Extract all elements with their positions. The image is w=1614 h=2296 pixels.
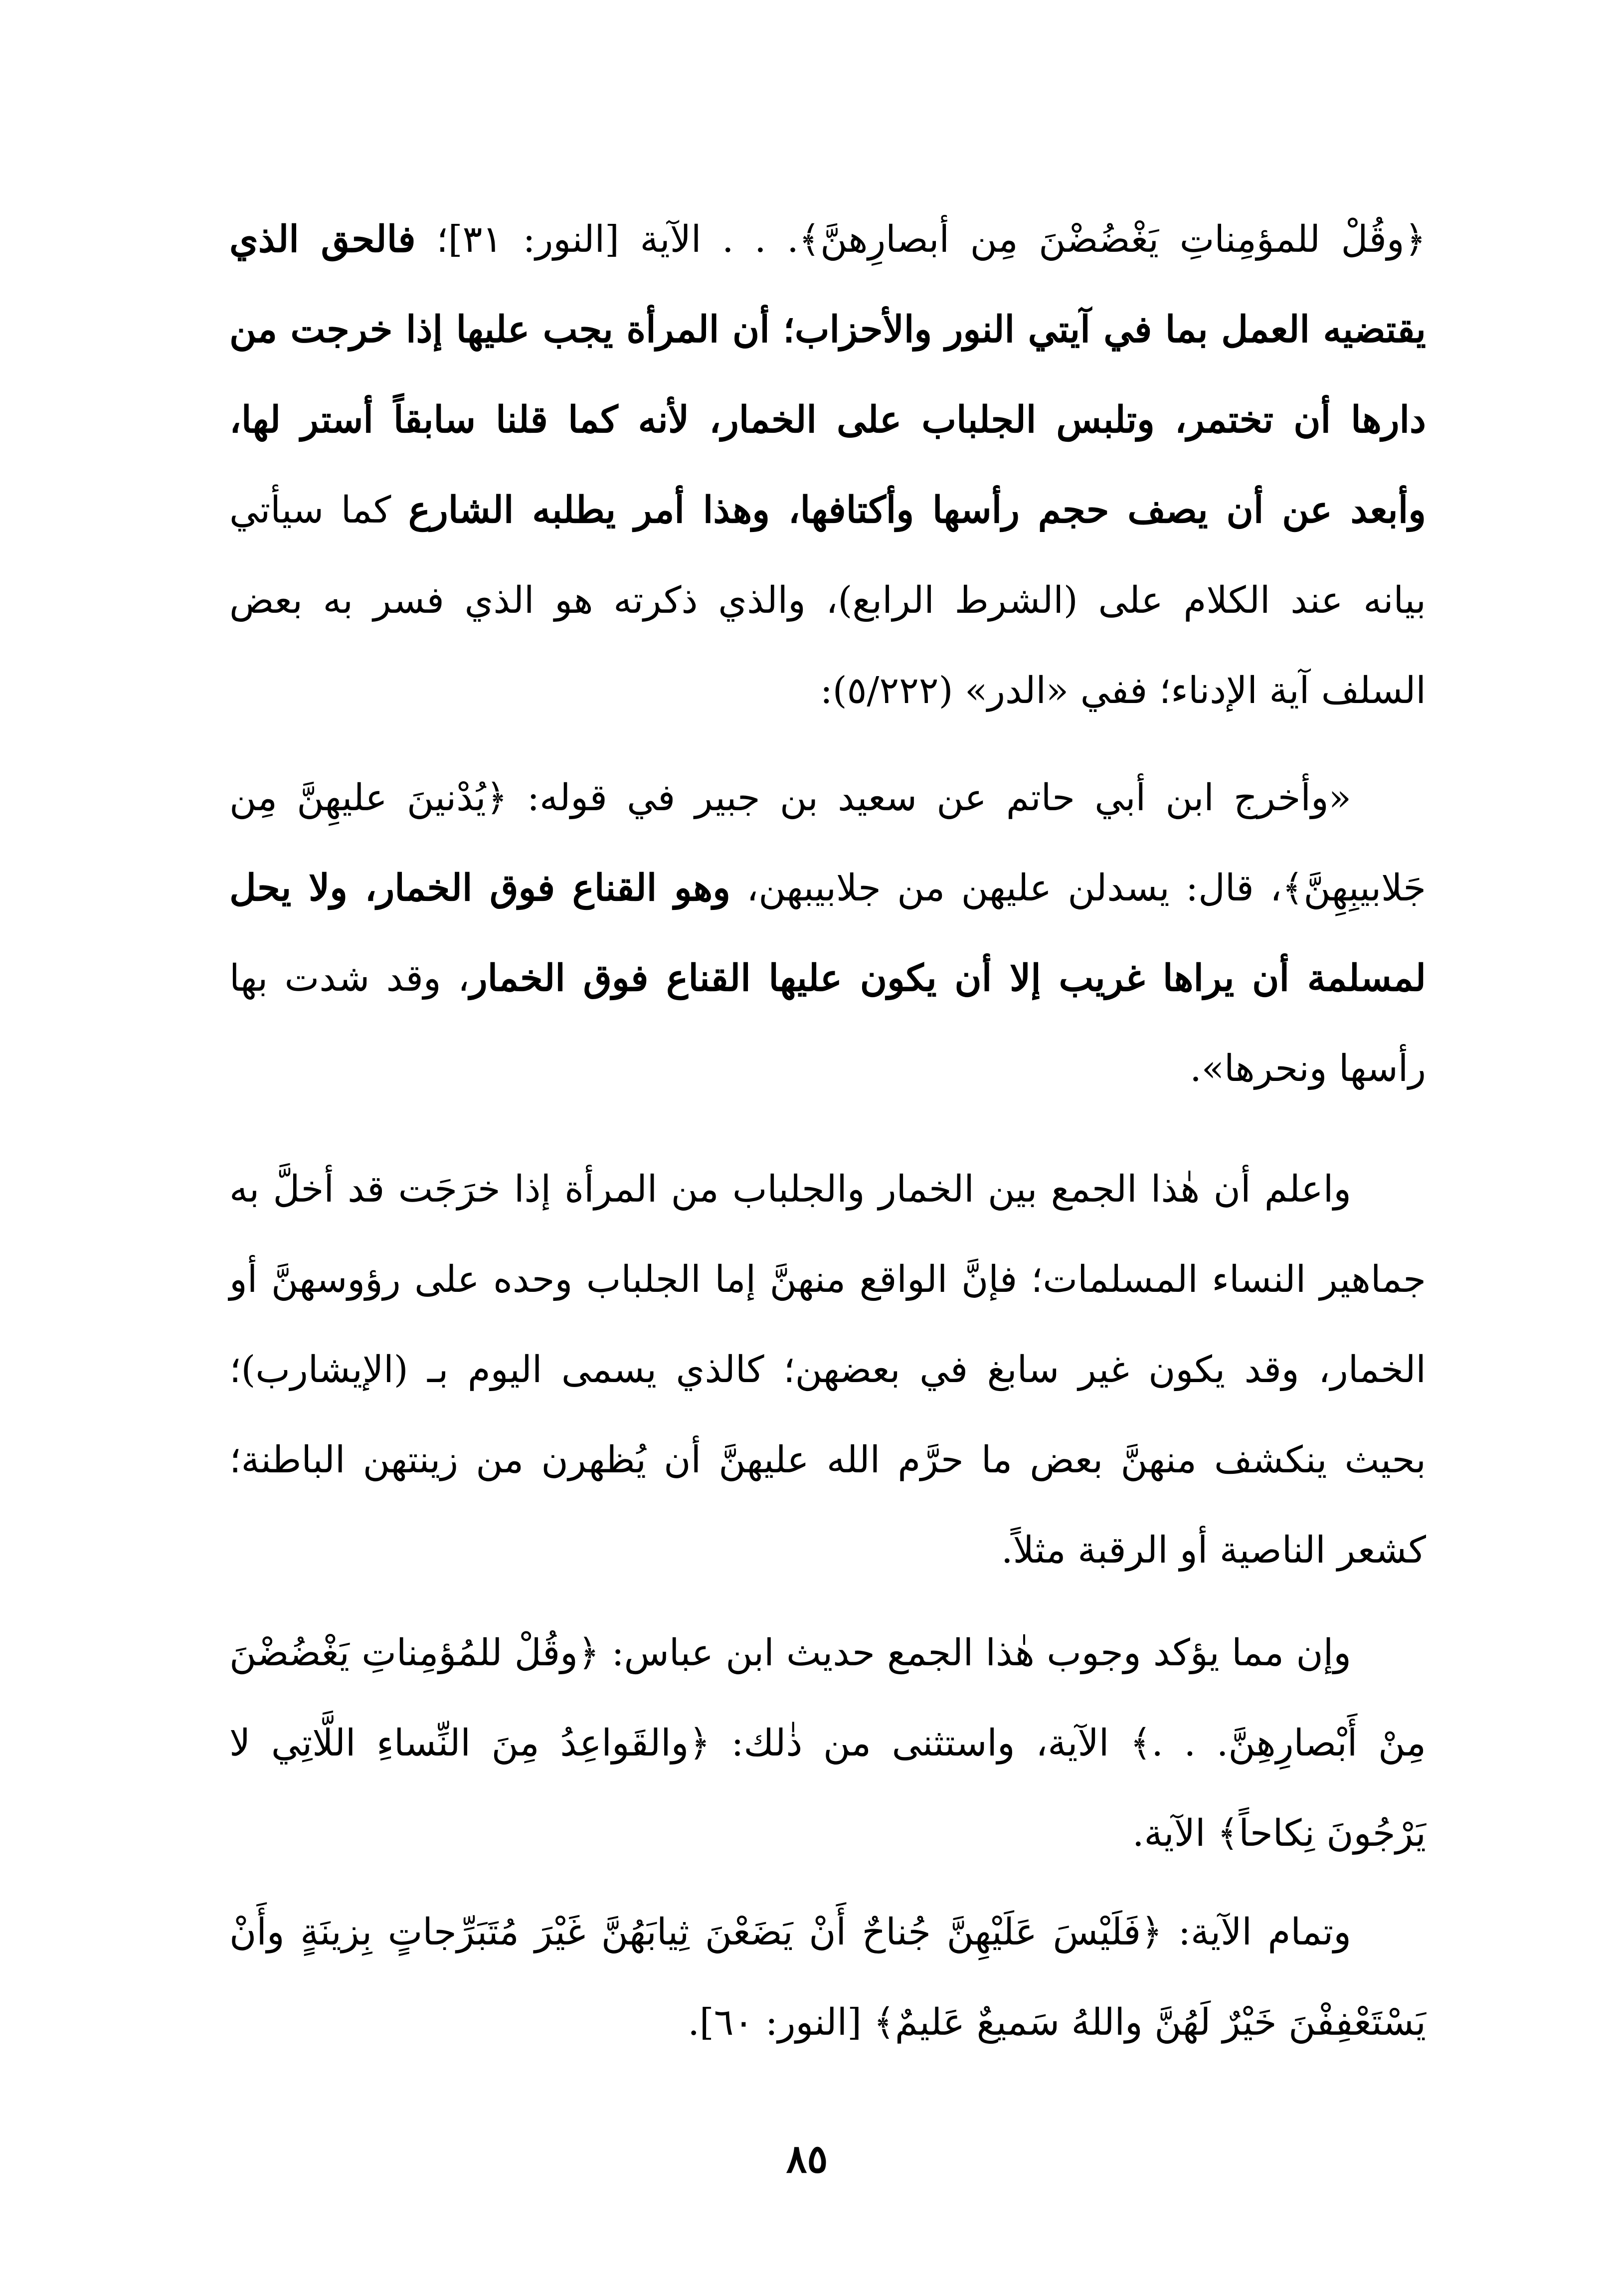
text-span: وإن مما يؤكد وجوب هٰذا الجمع حديث ابن عباس: ﴿وقُلْ للمُؤمِناتِ يَغْضُضْنَ مِنْ أَبْصارِهِنَّ. . .﴾ الآية، واستثنى من ذٰلك: ﴿والقَواعِدُ مِنَ النِّساءِ اللَّاتِي لا يَرْجُونَ نِكاحاً﴾ الآية. [229,1631,1426,1855]
text-span: واعلم أن هٰذا الجمع بين الخمار والجلباب من المرأة إذا خرَجَت قد أخلَّ به جماهير النساء المسلمات؛ فإنَّ الواقع منهنَّ إما الجلباب وحده على رؤوسهنَّ أو الخمار، وقد يكون غير سابغ في بعضهن؛ كالذي يسمى اليوم بـ (الإيشارب)؛ بحيث ينكشف منهنَّ بعض ما حرَّم الله عليهنَّ أن يُظهرن من زينتهن الباطنة؛ كشعر الناصية أو الرقبة مثلاً. [229,1168,1426,1572]
paragraph-ibn-abi-hatim-quote [229,753,1426,1114]
text-span: ، وقد شدت بها رأسها ونحرها». [229,957,1426,1090]
paragraph-quran-noor-31 [229,194,1426,736]
text-span: وتمام الآية: ﴿فَلَيْسَ عَلَيْهِنَّ جُناحٌ أَنْ يَضَعْنَ ثِيابَهُنَّ غَيْرَ مُتَبَرِّجاتٍ بِزينَةٍ وأَنْ يَسْتَعْفِفْنَ خَيْرٌ لَهُنَّ واللهُ سَميعٌ عَليمٌ﴾ [النور: ٦٠]. [229,1911,1426,2044]
text-span: ﴿وقُلْ للمؤمِناتِ يَغْضُضْنَ مِن أبصارِهنَّ﴾. . . الآية [النور: ٣١]؛ [415,218,1427,261]
bold-text-span: فالحق الذي يقتضيه العمل بما في آيتي النور والأحزاب؛ أن المرأة يجب عليها إذا خرجت من دارها أن تختمر، وتلبس الجلباب على الخمار، لأنه كما قلنا سابقاً أستر لها، وأبعد عن أن يصف حجم رأسها وأكتافها، وهذا أمر يطلبه الشارع [229,218,1426,531]
paragraph-ibn-abbas-hadith [229,1608,1426,1879]
page-number: ٨٥ [786,2136,828,2182]
text-span: «وأخرج ابن أبي حاتم عن سعيد بن جبير في قوله: ﴿يُدْنينَ عليهِنَّ مِن جَلابيبِهِنَّ﴾، قال: يسدلن عليهن من جلابيبهن، [229,776,1426,909]
paragraph-khimar-jilbab [229,1144,1426,1595]
bold-text-span: وهو القناع فوق الخمار، ولا يحل لمسلمة أن يراها غريب إلا أن يكون عليها القناع فوق الخمار [229,867,1426,1000]
text-span: كما سيأتي بيانه عند الكلام على (الشرط الرابع)، والذي ذكرته هو الذي فسر به بعض السلف آية الإدناء؛ ففي «الدر» (٥/٢٢٢): [229,489,1426,712]
paragraph-ayah-completion [229,1887,1426,2068]
